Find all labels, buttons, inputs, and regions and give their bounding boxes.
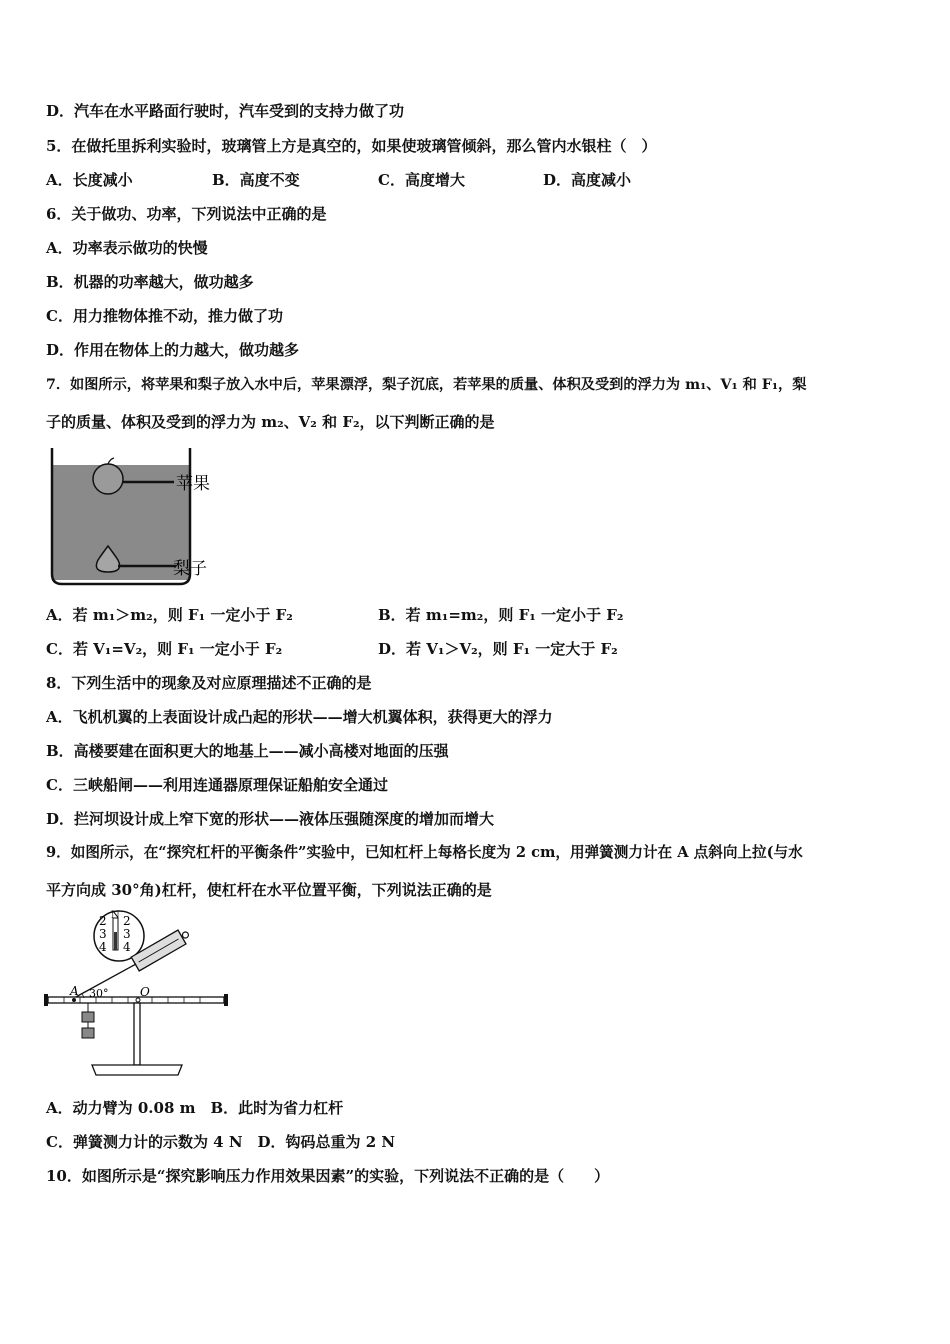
apple-label: 苹果 xyxy=(176,474,210,494)
q9-options-ab: A．动力臂为 0.08 m B．此时为省力杠杆 xyxy=(46,1099,344,1117)
q6-option-d: D．作用在物体上的力越大，做功越多 xyxy=(46,341,300,359)
q6-stem: 6．关于做功、功率，下列说法中正确的是 xyxy=(46,205,327,223)
q9-figure xyxy=(44,910,244,1090)
q7-option-a: A．若 m₁＞m₂，则 F₁ 一定小于 F₂ xyxy=(46,606,293,624)
q6-option-b: B．机器的功率越大，做功越多 xyxy=(46,273,254,291)
q8-option-d: D．拦河坝设计成上窄下宽的形状——液体压强随深度的增加而增大 xyxy=(46,810,495,828)
q5-option-b: B．高度不变 xyxy=(212,171,300,189)
q7-option-c: C．若 V₁=V₂，则 F₁ 一定小于 F₂ xyxy=(46,640,283,658)
stand-pole xyxy=(134,1003,140,1065)
point-a-label: A xyxy=(70,984,79,998)
svg-text:4: 4 xyxy=(99,940,107,954)
svg-text:2: 2 xyxy=(99,914,107,928)
pear-label: 梨子 xyxy=(173,559,207,579)
q10-stem: 10．如图所示是“探究影响压力作用效果因素”的实验，下列说法不正确的是（ ） xyxy=(46,1167,610,1185)
q5-option-a: A．长度减小 xyxy=(46,171,133,189)
q7-figure xyxy=(46,446,236,591)
point-o-label: O xyxy=(140,985,150,999)
angle-label: 30° xyxy=(89,987,109,1000)
q5-option-c: C．高度增大 xyxy=(378,171,465,189)
svg-text:N: N xyxy=(111,910,120,921)
q7-option-d: D．若 V₁＞V₂，则 F₁ 一定大于 F₂ xyxy=(378,640,618,658)
q8-option-a: A．飞机机翼的上表面设计成凸起的形状——增大机翼体积，获得更大的浮力 xyxy=(46,708,553,726)
q7-option-b: B．若 m₁=m₂，则 F₁ 一定小于 F₂ xyxy=(378,606,624,624)
q8-option-c: C．三峡船闸——利用连通器原理保证船舶安全通过 xyxy=(46,776,388,794)
stand-base xyxy=(92,1065,182,1075)
q6-option-a: A．功率表示做功的快慢 xyxy=(46,239,208,257)
q4-option-d: D．汽车在水平路面行驶时，汽车受到的支持力做了功 xyxy=(46,102,405,120)
svg-text:2: 2 xyxy=(123,914,131,928)
q5-option-d: D．高度减小 xyxy=(543,171,632,189)
svg-text:3: 3 xyxy=(99,927,107,941)
apple-icon xyxy=(93,464,123,494)
q9-stem-line2: 平方向成 30°角)杠杆，使杠杆在水平位置平衡，下列说法正确的是 xyxy=(46,881,492,899)
svg-text:4: 4 xyxy=(123,940,131,954)
q7-stem-line1: 7．如图所示，将苹果和梨子放入水中后，苹果漂浮，梨子沉底，若苹果的质量、体积及受到的浮力为 m₁、V₁ 和 F₁，梨 xyxy=(46,377,807,393)
q9-options-cd: C．弹簧测力计的示数为 4 N D．钩码总重为 2 N xyxy=(46,1133,396,1151)
q7-stem-line2: 子的质量、体积及受到的浮力为 m₂、V₂ 和 F₂，以下判断正确的是 xyxy=(46,413,495,431)
q6-option-c: C．用力推物体推不动，推力做了功 xyxy=(46,307,283,325)
q8-stem: 8．下列生活中的现象及对应原理描述不正确的是 xyxy=(46,674,372,692)
weight-1 xyxy=(82,1012,94,1022)
q5-stem: 5．在做托里拆利实验时，玻璃管上方是真空的，如果使玻璃管倾斜，那么管内水银柱（ ） xyxy=(46,137,657,155)
q9-stem-line1: 9．如图所示，在“探究杠杆的平衡条件”实验中，已知杠杆上每格长度为 2 cm，用弹簧测力计在 A 点斜向上拉(与水 xyxy=(46,844,803,861)
svg-text:3: 3 xyxy=(123,927,131,941)
q8-option-b: B．高楼要建在面积更大的地基上——减小高楼对地面的压强 xyxy=(46,742,449,760)
weight-2 xyxy=(82,1028,94,1038)
